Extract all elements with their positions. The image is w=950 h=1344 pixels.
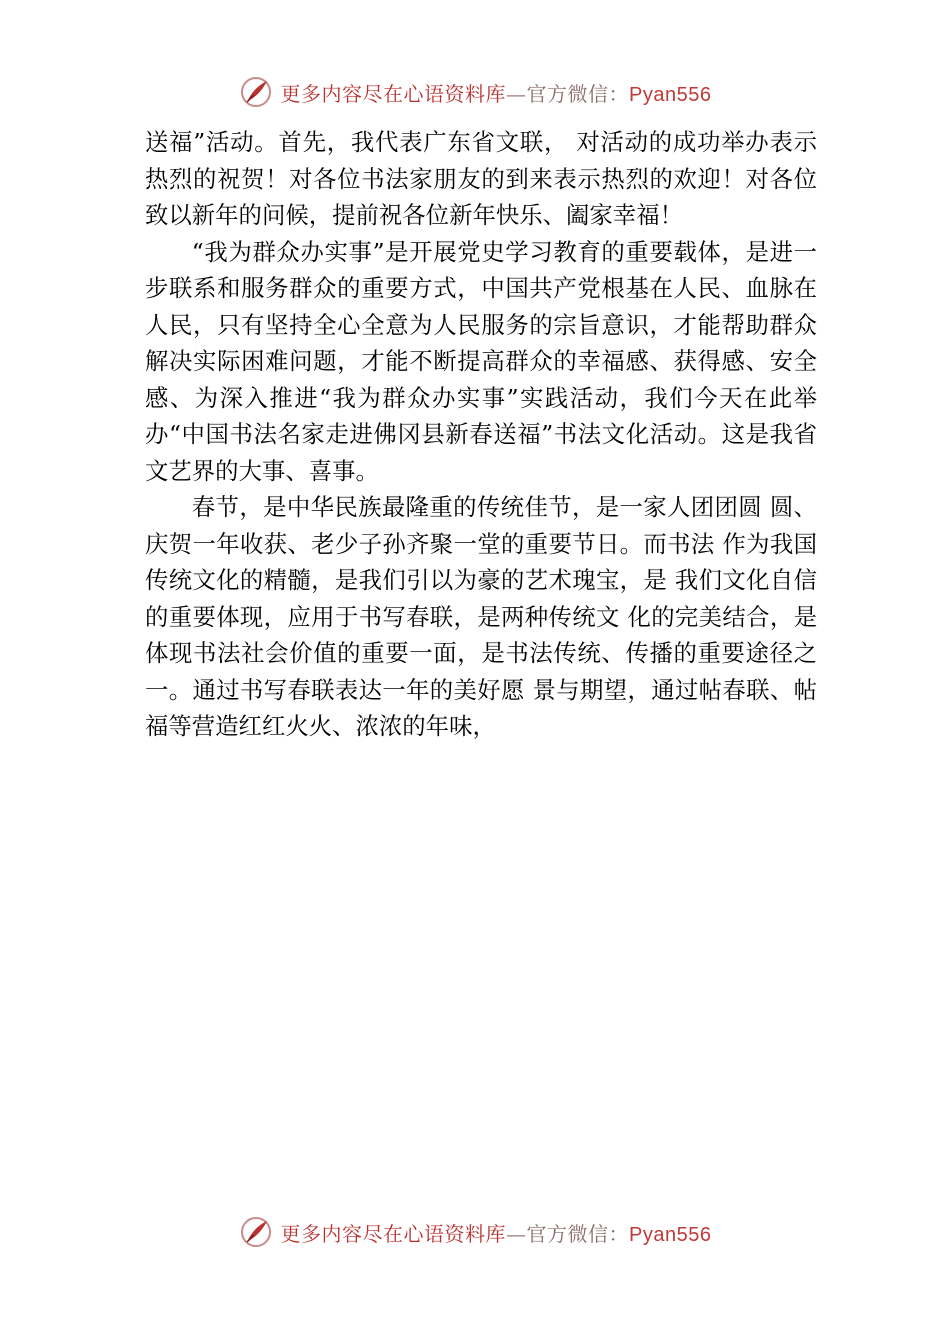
paragraph-2: “我为群众办实事”是开展党史学习教育的重要载体，是进一步联系和服务群众的重要方式，中国共产党根基在人民、血脉在人民，只有坚持全心全意为人民服务的宗旨意识，才能帮助群众解决实际困难问题，才能不断提高群众的幸福感、获得感、安全感、为深入推进“我为群众办实事”实践活动，我们今天在此举办“中国书法名家走进佛冈县新春送福”书法文化活动。这是我省文艺界的大事、喜事。 bbox=[145, 237, 817, 485]
banner-wechat-id: Pyan556 bbox=[629, 83, 712, 106]
quill-pen-icon bbox=[239, 75, 273, 109]
paragraph-3: 春节，是中华民族最隆重的传统佳节，是一家人团团圆 圆、庆贺一年收获、老少子孙齐聚一堂的重要节日。而书法 作为我国传统文化的精髓，是我们引以为豪的艺术瑰宝，是 我们文化自信的重要体现，应用于书写春联，是两种传统文 化的完美结合，是体现书法社会价值的重要一面，是书法传统、传播的重要途径之一。通过书写春联表达一年的美好愿 景与期望，通过帖春联、帖福等营造红红火火、浓浓的年味， bbox=[145, 493, 817, 740]
footer-banner bbox=[0, 1212, 950, 1252]
banner-wechat-label: 官方微信： bbox=[526, 81, 630, 106]
banner-separator: — bbox=[506, 81, 527, 106]
document-body bbox=[145, 124, 817, 745]
banner-main-text: 更多内容尽在心语资料库 bbox=[280, 81, 507, 106]
paragraph-1: 送福”活动。首先，我代表广东省文联， 对活动的成功举办表示热烈的祝贺！对各位书法家朋友的到来表示热烈的欢迎！对各位致以新年的问候，提前祝各位新年快乐、阖家幸福！ bbox=[145, 128, 817, 229]
footer-banner-text bbox=[281, 1218, 712, 1247]
banner-wechat-label: 官方微信： bbox=[526, 1221, 630, 1246]
header-banner-text bbox=[281, 78, 712, 107]
banner-wechat-id: Pyan556 bbox=[629, 1223, 712, 1246]
banner-main-text: 更多内容尽在心语资料库 bbox=[280, 1221, 507, 1246]
banner-separator: — bbox=[506, 1221, 527, 1246]
header-banner bbox=[0, 72, 950, 112]
quill-pen-icon bbox=[239, 1215, 273, 1249]
